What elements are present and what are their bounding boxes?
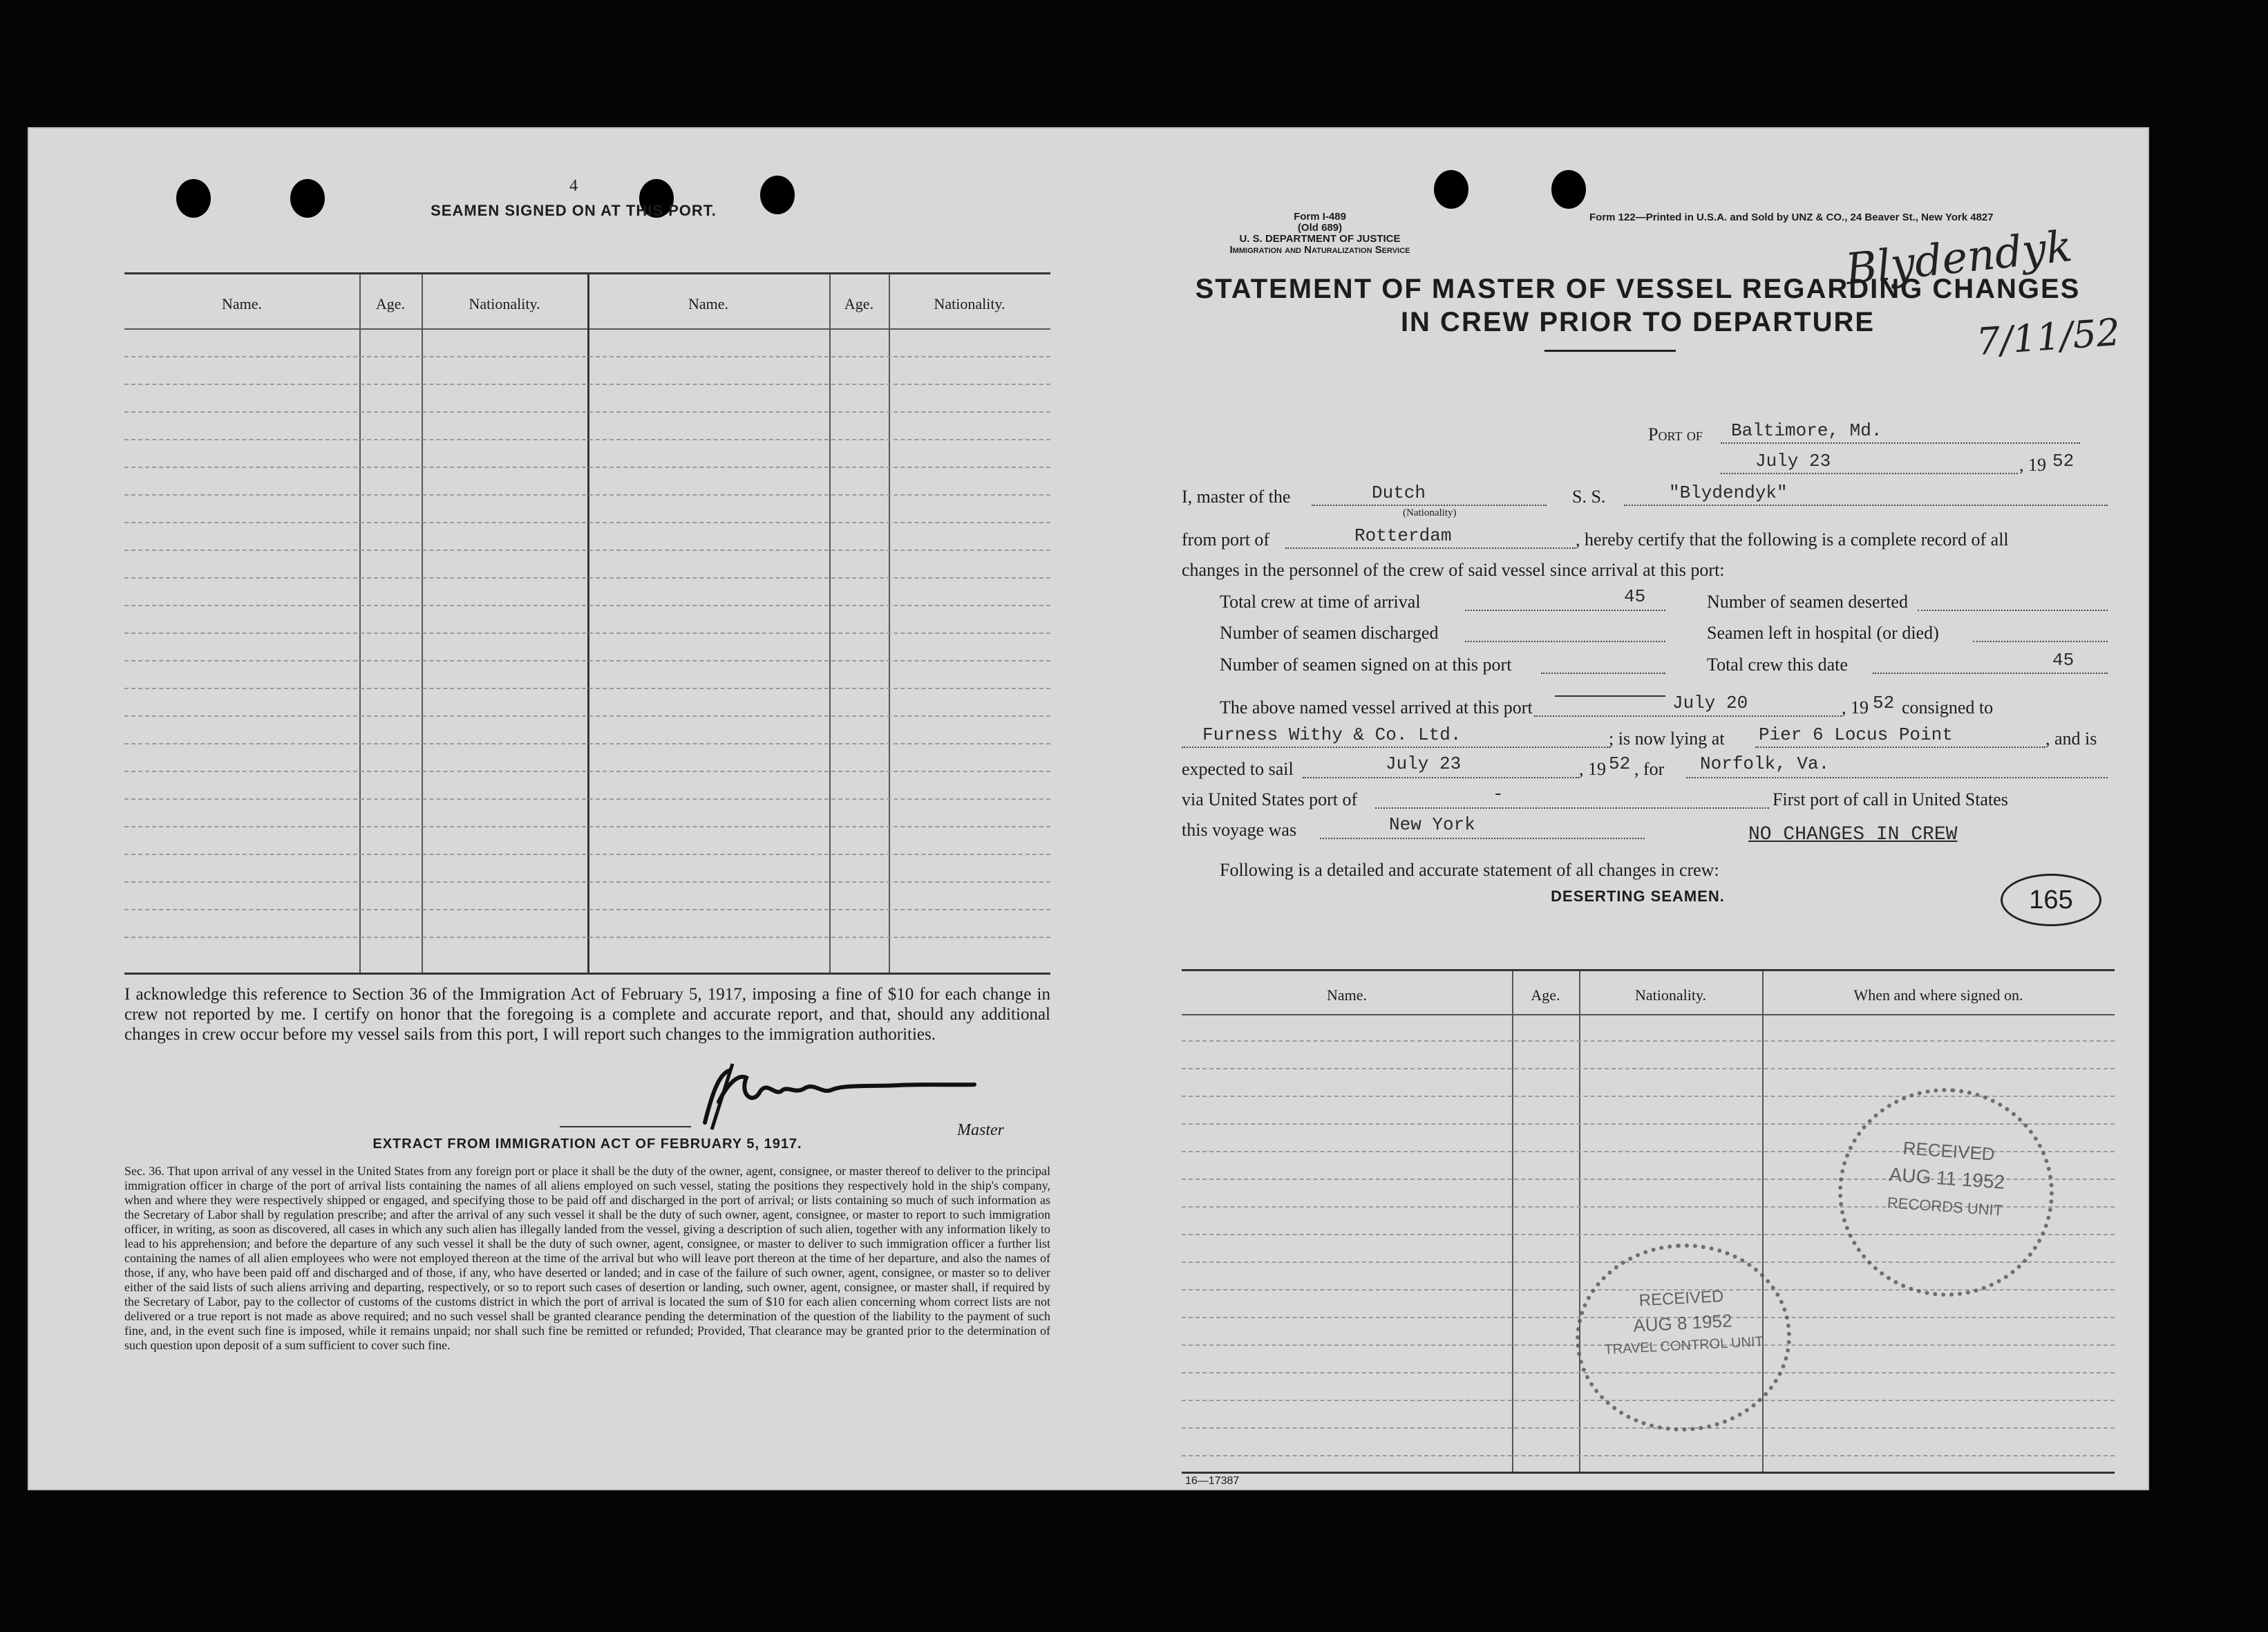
- arrived-value: July 20: [1672, 693, 1748, 713]
- stamp-text: TRAVEL CONTROL UNIT: [1604, 1333, 1764, 1358]
- nationality-caption: (Nationality): [1403, 507, 1457, 518]
- deserted-label: Number of seamen deserted: [1707, 592, 1908, 612]
- from-port-value: Rotterdam: [1354, 525, 1452, 546]
- first-port-label: First port of call in United States: [1773, 789, 2008, 809]
- and-is-text: , and is: [2045, 729, 2097, 749]
- column-header: Age.: [375, 295, 406, 312]
- master-of-label: I, master of the: [1182, 487, 1291, 507]
- expected-year-value: 52: [1609, 753, 1631, 774]
- changes-text: changes in the personnel of the crew of said vessel since arrival at this port:: [1182, 560, 1725, 580]
- year-prefix: , 19: [2019, 455, 2046, 475]
- from-port-label: from port of: [1182, 529, 1270, 550]
- consigned-label: consigned to: [1902, 697, 1994, 717]
- column-header: Nationality.: [934, 295, 1005, 312]
- count-total-rule: [1555, 695, 1665, 697]
- right-page: [1147, 169, 2128, 1487]
- nationality-value: Dutch: [1372, 482, 1426, 503]
- form-title: [1147, 272, 2128, 339]
- via-label: via United States port of: [1182, 789, 1358, 809]
- ship-value: "Blydendyk": [1669, 482, 1788, 503]
- total-arrival-value: 45: [1624, 586, 1646, 607]
- handwritten-ship-name: Blydendyk: [1843, 221, 2075, 294]
- master-signature: [691, 1053, 981, 1136]
- total-date-value: 45: [2052, 650, 2075, 670]
- expected-value: July 23: [1386, 753, 1462, 774]
- ss-label: S. S.: [1572, 487, 1606, 507]
- for-label: , for: [1634, 759, 1665, 779]
- printer-line: Form 122—Printed in U.S.A. and Sold by UNZ & CO., 24 Beaver St., New York 4827: [1589, 212, 1994, 223]
- form-number: Form I-489: [1294, 211, 1346, 223]
- service-name: Immigration and Naturalization Service: [1229, 244, 1410, 256]
- form-title-line2: IN CREW PRIOR TO DEPARTURE: [1400, 307, 1875, 337]
- following-text: Following is a detailed and accurate statement of all changes in crew:: [1220, 860, 1719, 880]
- certify-text: , hereby certify that the following is a complete record of all: [1576, 529, 2009, 550]
- seamen-signed-on-table: [124, 272, 1050, 975]
- signed-on-label: Number of seamen signed on at this port: [1220, 655, 1512, 675]
- page-number: 4: [569, 177, 578, 195]
- department-name: U. S. DEPARTMENT OF JUSTICE: [1239, 233, 1401, 245]
- form-header: [1175, 212, 1465, 256]
- column-header: Nationality.: [469, 295, 540, 312]
- column-header: Nationality.: [1634, 986, 1707, 1004]
- extract-title: EXTRACT FROM IMMIGRATION ACT OF FEBRUARY 5, 1917.: [372, 1136, 802, 1152]
- column-header: Name.: [1326, 986, 1368, 1004]
- year-value: 52: [2052, 451, 2075, 471]
- hospital-label: Seamen left in hospital (or died): [1707, 623, 1939, 643]
- port-value: Baltimore, Md.: [1731, 420, 1882, 441]
- lying-value: Pier 6 Locus Point: [1759, 724, 1953, 745]
- document-sheet: [28, 127, 2149, 1490]
- discharged-label: Number of seamen discharged: [1220, 623, 1439, 643]
- column-header: Age.: [1531, 986, 1560, 1004]
- column-header: Name.: [688, 295, 729, 312]
- for-value: Norfolk, Va.: [1700, 753, 1830, 774]
- handwritten-date: 7/11/52: [1975, 310, 2122, 364]
- acknowledgement-text: I acknowledge this reference to Section 36 of the Immigration Act of February 5, 1917, imposing a fine of $10 for each change in crew not reported by me. I certify on honor that the foregoing is a complete and accurate report, and that, should any additional changes in crew occur before my vessel sails from this port, I will report such changes to the immigration authorities.: [124, 985, 1050, 1044]
- deserting-title: DESERTING SEAMEN.: [1551, 888, 1725, 905]
- master-label: Master: [957, 1121, 1004, 1139]
- voyage-value: New York: [1389, 814, 1475, 835]
- form-old-number: (Old 689): [1297, 222, 1343, 234]
- stamp-text: RECEIVED: [1638, 1286, 1725, 1311]
- expected-label: expected to sail: [1182, 759, 1294, 779]
- footer-code: 16—17387: [1185, 1475, 1240, 1487]
- title-underline: [1544, 350, 1676, 352]
- form-title-line1: STATEMENT OF MASTER OF VESSEL REGARDING CHANGES: [1195, 274, 2081, 304]
- stamp-date: AUG 8 1952: [1632, 1310, 1733, 1336]
- section-title: SEAMEN SIGNED ON AT THIS PORT.: [431, 202, 717, 219]
- expected-year-prefix: , 19: [1579, 759, 1606, 779]
- extract-text: Sec. 36. That upon arrival of any vessel in the United States from any foreign port or place it shall be the duty of the owner, agent, consignee, or master thereof to deliver to the principal immigration officer in charge of the port of arrival lists containing the names of all aliens employed on such vessel, stating the positions they respectively hold in the ship's company, when and where they were respectively shipped or engaged, and specifying those to be paid off and discharged in the port of arrival; or lists containing so much of such information as the Secretary of Labor shall by regulation prescribe; and after the arrival of any such vessel it shall be the duty of such owner, agent, consignee, or master to report to such immigration officer, in writing, as soon as discovered, all cases in which any such alien has illegally landed from the vessel, giving a description of such alien, together with any information likely to lead to his apprehension; and before the departure of any such vessel it shall be the duty of such owner, agent, consignee, or master to deliver to such immigration officer a further list containing the names of all alien employees who were not employed thereon at the time of the arrival but who will leave port thereon at the time of her departure, and also the names of those, if any, who have been paid off and discharged and of those, if any, who have deserted or landed; and in case of the failure of such owner, agent, consignee, or master so to deliver either of the said lists of such aliens arriving and departing, respectively, or so to report such cases of desertion or landing, such owner, agent, consignee, or master shall, if required by the Secretary of Labor, pay to the collector of customs of the customs district in which the port of arrival is located the sum of $10 for each alien concerning whom correct lists are not delivered or a true report is not made as above required; and no such vessel shall be granted clearance pending the determination of the question of the liability to the payment of such fine, and, in the event such fine is imposed, while it remains unpaid; nor shall such fine be remitted or refunded; Provided, That clearance may be granted prior to the determination of such question upon deposit of a sum sufficient to cover such fine.: [124, 1164, 1050, 1352]
- total-date-label: Total crew this date: [1707, 655, 1848, 675]
- voyage-label: this voyage was: [1182, 820, 1297, 840]
- column-header: When and where signed on.: [1853, 986, 2023, 1004]
- stamp-text: RECEIVED: [1902, 1137, 1996, 1165]
- port-label: Port of: [1648, 424, 1703, 444]
- lying-label: ; is now lying at: [1609, 729, 1725, 749]
- no-changes-stamp: NO CHANGES IN CREW: [1748, 824, 1958, 845]
- via-value: -: [1493, 784, 1504, 805]
- left-page: [97, 169, 1050, 1454]
- consignee-value: Furness Withy & Co. Ltd.: [1202, 724, 1462, 745]
- signature-line: [560, 1126, 691, 1127]
- total-arrival-label: Total crew at time of arrival: [1220, 592, 1421, 612]
- arrived-year-prefix: , 19: [1842, 697, 1869, 717]
- stamp-date: AUG 11 1952: [1888, 1163, 2006, 1193]
- date-value: July 23: [1755, 451, 1831, 471]
- arrived-year-value: 52: [1873, 693, 1895, 713]
- stamp-text: RECORDS UNIT: [1887, 1194, 2003, 1219]
- file-number-badge: 165: [2001, 874, 2101, 926]
- column-header: Age.: [844, 295, 874, 312]
- arrived-label: The above named vessel arrived at this port: [1220, 697, 1533, 717]
- column-header: Name.: [221, 295, 263, 312]
